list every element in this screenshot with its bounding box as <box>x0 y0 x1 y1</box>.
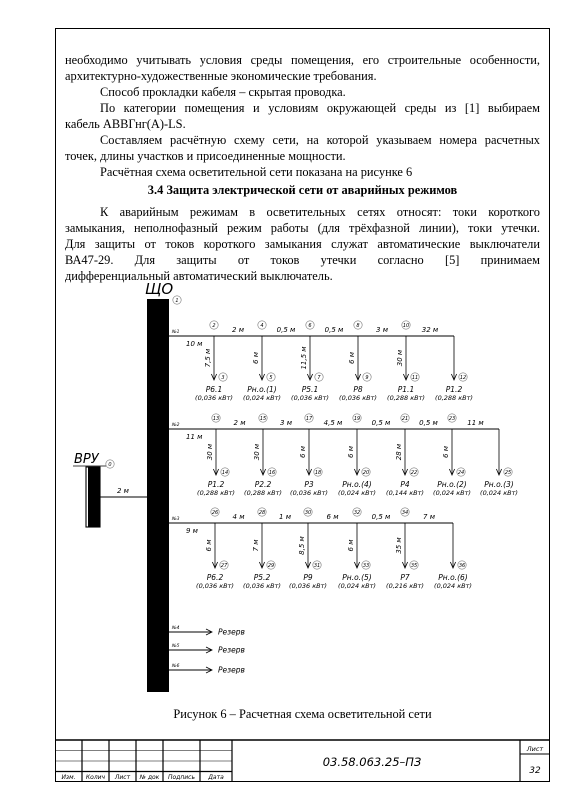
load-name: Р1.2 <box>445 385 463 394</box>
span-length-label: 0,5 м <box>371 513 391 521</box>
title-block-column-label: № док <box>139 774 160 781</box>
end-node-label: 18 <box>314 469 322 476</box>
span-length-label: 1 м <box>279 513 291 521</box>
reserve-tag: №5 <box>172 644 180 649</box>
load-name: Рн.о.(5) <box>342 573 372 582</box>
load-power: (0,024 кВт) <box>338 489 376 497</box>
panel-node-label: 1 <box>175 297 179 304</box>
junction-node-label: 34 <box>401 509 409 516</box>
drop-length-label: 6 м <box>347 446 355 458</box>
end-node-label: 35 <box>410 562 418 569</box>
paragraph-line: кабель АВВГнг(А)-LS. <box>65 117 186 131</box>
junction-node-label: 17 <box>305 415 313 422</box>
vru-label: ВРУ <box>74 452 99 467</box>
end-node-label: 22 <box>410 469 418 476</box>
reserve-tag: №6 <box>172 664 180 669</box>
end-node-label: 27 <box>220 562 228 569</box>
paragraph-line: По категории помещения и условиям окружающей среды из [1] выбираем <box>100 101 540 115</box>
junction-node-label: 21 <box>401 415 409 422</box>
span-length-label: 4,5 м <box>323 419 343 427</box>
load-name: Р5.2 <box>253 573 271 582</box>
junction-node-label: 32 <box>353 509 361 516</box>
end-node-label: 12 <box>459 374 467 381</box>
paragraph-line: замыкания, неполнофазный режим работы (для трёхфазной линии), токи утечки. <box>65 221 540 235</box>
first-segment-length: 10 м <box>186 340 203 348</box>
drop-length-label: 7 м <box>252 539 260 552</box>
end-node-label: 20 <box>362 469 370 476</box>
span-length-label: 6 м <box>326 513 339 521</box>
load-name: Р7 <box>400 573 410 582</box>
drop-length-label: 7,5 м <box>204 348 212 368</box>
end-node-label: 16 <box>268 469 276 476</box>
end-node-label: 11 <box>411 374 419 381</box>
load-name: Р3 <box>304 480 314 489</box>
vru-node-label: 0 <box>108 461 112 468</box>
span-length-label: 0,5 м <box>419 419 438 427</box>
document-code: 03.58.063.25–ПЗ <box>322 755 422 769</box>
section-heading: 3.4 Защита электрической сети от аварийных режимов <box>147 183 458 197</box>
drop-length-label: 6 м <box>252 352 260 364</box>
end-node-label: 29 <box>267 562 275 569</box>
load-name: Рн.о.(6) <box>438 573 468 582</box>
feed-length-label: 2 м <box>117 487 129 495</box>
load-power: (0,036 кВт) <box>243 582 281 590</box>
paragraph-line: необходимо учитывать условия среды помещения, его строительные особенности, <box>65 53 540 67</box>
drop-length-label: 8,5 м <box>298 536 306 555</box>
junction-node-label: 23 <box>448 415 456 422</box>
load-name: Р6.2 <box>206 573 224 582</box>
title-block-column-label: Лист <box>114 774 131 781</box>
load-power: (0,036 кВт) <box>196 582 234 590</box>
load-power: (0,036 кВт) <box>290 489 328 497</box>
load-power: (0,036 кВт) <box>339 394 377 402</box>
paragraph-line: Способ прокладки кабеля – скрытая проводка. <box>100 85 346 99</box>
paragraph-line: Расчётная схема осветительной сети показана на рисунке 6 <box>100 165 413 179</box>
span-length-label: 3 м <box>280 419 292 427</box>
junction-node-label: 2 <box>212 322 216 329</box>
drop-length-label: 28 м <box>395 443 403 461</box>
load-power: (0,024 кВт) <box>433 489 471 497</box>
figure-caption: Рисунок 6 – Расчетная схема осветительной сети <box>173 707 432 721</box>
paragraph-line: Составляем расчётную схему сети, на которой указываем номера расчетных <box>100 133 540 147</box>
title-block-column-label: Колич <box>85 774 106 781</box>
load-power: (0,288 кВт) <box>387 394 425 402</box>
junction-node-label: 19 <box>353 415 361 422</box>
load-power: (0,036 кВт) <box>195 394 233 402</box>
load-power: (0,036 кВт) <box>291 394 329 402</box>
drop-length-label: 11,5 м <box>300 346 308 370</box>
load-name: Р8 <box>353 385 363 394</box>
span-length-label: 0,5 м <box>371 419 391 427</box>
junction-node-label: 15 <box>259 415 267 422</box>
load-power: (0,288 кВт) <box>244 489 282 497</box>
load-power: (0,024 кВт) <box>243 394 281 402</box>
first-segment-length: 9 м <box>186 527 198 535</box>
reserve-label: Резерв <box>218 627 245 637</box>
load-name: Р1.1 <box>397 385 415 394</box>
reserve-label: Резерв <box>218 665 245 675</box>
span-length-label: 2 м <box>232 326 244 334</box>
title-block-column-label: Дата <box>208 774 224 781</box>
junction-node-label: 28 <box>258 509 266 516</box>
load-name: Рн.о.(3) <box>484 480 514 489</box>
paragraph-line: точек, длины участков и присоединенные мощности. <box>65 149 346 163</box>
load-name: Р6.1 <box>205 385 223 394</box>
drop-length-label: 30 м <box>396 349 404 367</box>
load-name: Р2.2 <box>254 480 272 489</box>
end-node-label: 31 <box>313 562 321 569</box>
load-power: (0,024 кВт) <box>434 582 472 590</box>
span-length-label: 3 м <box>376 326 388 334</box>
drop-length-label: 30 м <box>206 443 214 461</box>
paragraph-line: архитектурно-художественные экономические требования. <box>65 69 377 83</box>
drop-length-label: 6 м <box>442 446 450 458</box>
paragraph-line: ВА47-29. Для защиты от токов утечки согласно [5] принимаем <box>65 253 540 267</box>
load-name: Р9 <box>303 573 313 582</box>
span-length-label: 7 м <box>423 513 435 521</box>
junction-node-label: 26 <box>211 509 219 516</box>
line-tag: №2 <box>172 423 180 428</box>
drop-length-label: 6 м <box>205 539 213 552</box>
junction-node-label: 30 <box>304 509 312 516</box>
end-node-label: 3 <box>221 374 225 381</box>
line-tag: №3 <box>172 517 180 522</box>
end-node-label: 9 <box>365 374 369 381</box>
span-length-label: 32 м <box>421 326 439 334</box>
load-power: (0,144 кВт) <box>386 489 424 497</box>
load-power: (0,288 кВт) <box>197 489 235 497</box>
reserve-label: Резерв <box>218 645 245 655</box>
junction-node-label: 6 <box>308 322 312 329</box>
drop-length-label: 35 м <box>395 537 403 554</box>
paragraph-line: дифференциальный автоматический выключатель. <box>65 269 333 283</box>
end-node-label: 7 <box>317 374 321 381</box>
end-node-label: 5 <box>269 374 273 381</box>
load-power: (0,024 кВт) <box>480 489 518 497</box>
load-power: (0,024 кВт) <box>338 582 376 590</box>
load-power: (0,216 кВт) <box>386 582 424 590</box>
end-node-label: 24 <box>457 469 465 476</box>
drop-length-label: 30 м <box>253 443 261 461</box>
load-name: Р1.2 <box>207 480 225 489</box>
panel-label: ЩО <box>145 280 174 298</box>
sheet-label: Лист <box>526 745 544 753</box>
first-segment-length: 11 м <box>186 433 203 441</box>
sheet-number: 32 <box>529 766 541 776</box>
span-length-label: 0,5 м <box>276 326 296 334</box>
span-length-label: 11 м <box>467 419 484 427</box>
drop-length-label: 6 м <box>347 539 355 552</box>
reserve-tag: №4 <box>172 626 180 631</box>
load-power: (0,288 кВт) <box>435 394 473 402</box>
span-length-label: 0,5 м <box>324 326 344 334</box>
junction-node-label: 13 <box>212 415 220 422</box>
load-name: Рн.о.(4) <box>342 480 372 489</box>
paragraph-line: Для защиты от токов короткого замыкания служат автоматические выключатели <box>65 237 540 251</box>
load-name: Р5.1 <box>301 385 319 394</box>
drop-length-label: 6 м <box>299 446 307 458</box>
load-name: Рн.о.(1) <box>247 385 277 394</box>
end-node-label: 33 <box>362 562 370 569</box>
load-name: Рн.о.(2) <box>437 480 467 489</box>
junction-node-label: 10 <box>402 322 410 329</box>
span-length-label: 4 м <box>232 513 245 521</box>
line-tag: №1 <box>172 330 180 335</box>
end-node-label: 36 <box>458 562 466 569</box>
load-name: Р4 <box>400 480 410 489</box>
title-block-column-label: Подпись <box>168 774 195 781</box>
paragraph-line: К аварийным режимам в осветительных сетях относят: токи короткого <box>100 205 540 219</box>
title-block-column-label: Изм. <box>61 774 76 781</box>
span-length-label: 2 м <box>233 419 246 427</box>
junction-node-label: 4 <box>260 322 264 329</box>
drop-length-label: 6 м <box>348 352 356 364</box>
load-power: (0,036 кВт) <box>289 582 327 590</box>
end-node-label: 14 <box>221 469 229 476</box>
junction-node-label: 8 <box>356 322 360 329</box>
end-node-label: 25 <box>504 469 512 476</box>
